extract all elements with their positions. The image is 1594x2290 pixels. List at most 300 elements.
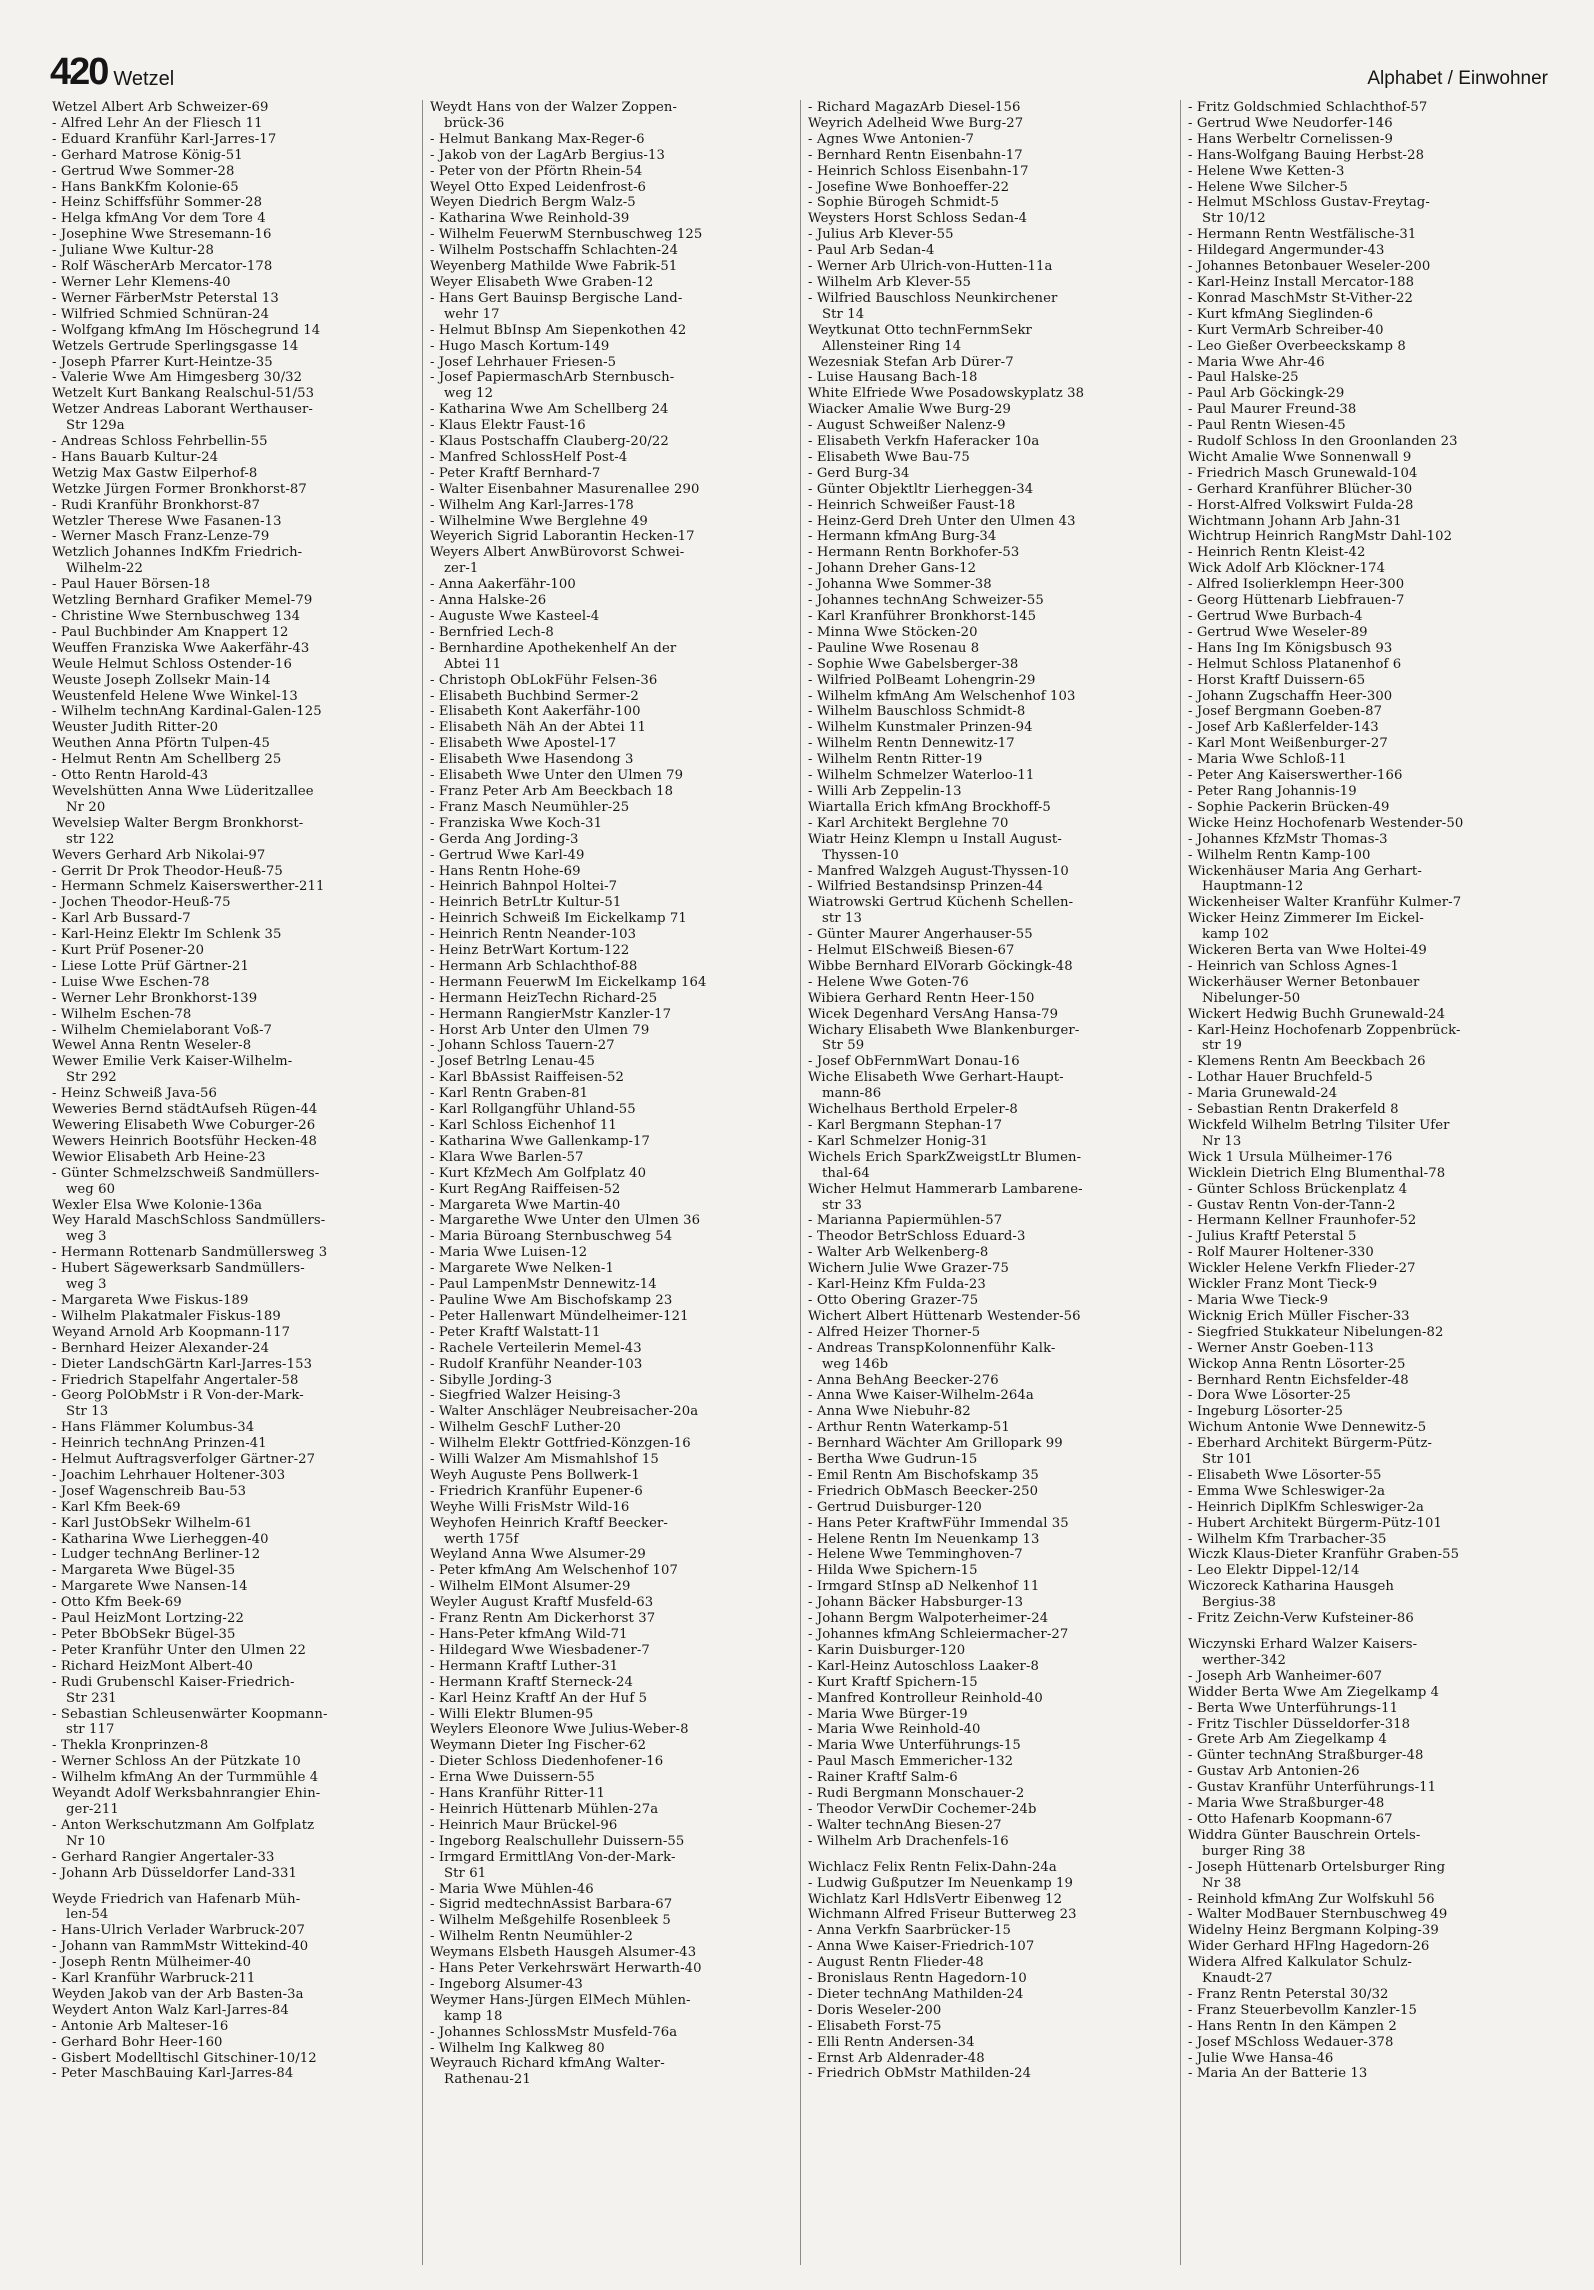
directory-entry: - Irmgard StInsp aD Nelkenhof 11 bbox=[808, 1579, 1040, 1595]
directory-entry: - Karl Arb Bussard-7 bbox=[52, 911, 191, 927]
directory-entry: - Grete Arb Am Ziegelkamp 4 bbox=[1188, 1732, 1387, 1748]
directory-entry: str 122 bbox=[66, 831, 115, 847]
directory-entry: Wetzer Andreas Laborant Werthauser- bbox=[52, 402, 313, 418]
directory-entry: Wevers Gerhard Arb Nikolai-97 bbox=[52, 847, 266, 863]
directory-entry: Knaudt-27 bbox=[1202, 1971, 1273, 1987]
directory-entry: - Luise Hausang Bach-18 bbox=[808, 370, 978, 386]
directory-entry: Wilhelm-22 bbox=[66, 561, 144, 577]
directory-entry: - Friedrich Stapelfahr Angertaler-58 bbox=[52, 1372, 299, 1388]
directory-entry: - Klemens Rentn Am Beeckbach 26 bbox=[1188, 1054, 1426, 1070]
directory-entry: - Karl Bergmann Stephan-17 bbox=[808, 1118, 1003, 1133]
directory-entry: - Gustav Kranführ Unterführungs-11 bbox=[1188, 1780, 1437, 1796]
column-divider bbox=[422, 100, 423, 2265]
directory-entry: - Sophie Packerin Brücken-49 bbox=[1188, 799, 1390, 815]
header-left bbox=[50, 51, 175, 93]
directory-entry: - Paul Hauer Börsen-18 bbox=[52, 577, 211, 593]
directory-entry: - Heinz Schweiß Java-56 bbox=[52, 1086, 218, 1102]
directory-entry: Wichum Antonie Wwe Dennewitz-5 bbox=[1188, 1420, 1427, 1436]
directory-entry: - Werner Schloss An der Pützkate 10 bbox=[52, 1754, 301, 1770]
directory-entry: - Richard HeizMont Albert-40 bbox=[52, 1658, 253, 1674]
directory-entry: - Gertrud Wwe Weseler-89 bbox=[1188, 624, 1368, 640]
directory-entry: - Minna Wwe Stöcken-20 bbox=[808, 624, 978, 640]
directory-entry: weg 60 bbox=[66, 1181, 116, 1197]
directory-entry: Str 10/12 bbox=[1202, 211, 1266, 227]
directory-entry: - Josef ObFernmWart Donau-16 bbox=[808, 1054, 1020, 1070]
directory-entry: - Gisbert Modelltischl Gitschiner-10/12 bbox=[52, 2050, 317, 2066]
directory-entry: - Elisabeth Wwe Bau-75 bbox=[808, 449, 970, 465]
directory-entry: - Maria Wwe Luisen-12 bbox=[430, 1245, 588, 1261]
directory-entry: - Josef Wagenschreib Bau-53 bbox=[52, 1483, 247, 1499]
directory-entry: - Gustav Rentn Von-der-Tann-2 bbox=[1188, 1197, 1396, 1213]
directory-entry: len-54 bbox=[66, 1907, 109, 1923]
directory-entry: - Wilhelm Rentn Kamp-100 bbox=[1188, 847, 1371, 863]
directory-entry: - Georg PolObMstr i R Von-der-Mark- bbox=[52, 1388, 304, 1404]
directory-entry: - Alfred Heizer Thorner-5 bbox=[808, 1324, 981, 1340]
directory-entry: - Karl Schmelzer Honig-31 bbox=[808, 1133, 989, 1149]
directory-entry: - Wilhelm kfmAng Am Welschenhof 103 bbox=[808, 688, 1076, 704]
directory-entry: - Heinrich Rentn Neander-103 bbox=[430, 927, 637, 943]
directory-entry: - Rudolf Kranführ Neander-103 bbox=[430, 1356, 643, 1372]
directory-entry: - Peter BbObSekr Bügel-35 bbox=[52, 1627, 236, 1642]
directory-entry: Weuster Judith Ritter-20 bbox=[52, 720, 219, 736]
directory-entry: Weyrauch Richard kfmAng Walter- bbox=[430, 2056, 665, 2072]
directory-entry: - Heinz BetrWart Kortum-122 bbox=[430, 943, 630, 959]
directory-entry: Wetzelt Kurt Bankang Realschul-51/53 bbox=[52, 386, 315, 402]
directory-entry: - Wilhelm Postschaffn Schlachten-24 bbox=[430, 243, 679, 259]
directory-entry: Wichtmann Johann Arb Jahn-31 bbox=[1188, 513, 1402, 529]
directory-entry: - Peter Hallenwart Mündelheimer-121 bbox=[430, 1308, 689, 1324]
directory-entry: - Willi Walzer Am Mismahlshof 15 bbox=[430, 1452, 659, 1468]
directory-entry: - Walter Anschläger Neubreisacher-20a bbox=[430, 1404, 699, 1420]
directory-entry: - Hermann Kraftf Luther-31 bbox=[430, 1658, 619, 1674]
directory-entry: - Werner Lehr Bronkhorst-139 bbox=[52, 990, 258, 1006]
directory-entry: kamp 102 bbox=[1202, 927, 1269, 943]
directory-entry: - Josef MSchloss Wedauer-378 bbox=[1188, 2034, 1394, 2050]
directory-entry: - Heinrich Maur Brückel-96 bbox=[430, 1817, 618, 1833]
directory-entry: - Wilfried Schmied Schnüran-24 bbox=[52, 306, 270, 322]
directory-entry: - Wilhelm technAng Kardinal-Galen-125 bbox=[52, 704, 322, 720]
directory-entry: Weyhofen Heinrich Kraftf Beecker- bbox=[430, 1515, 668, 1531]
directory-entry: - Klaus Elektr Faust-16 bbox=[430, 418, 586, 434]
directory-entry: Wicklein Dietrich Elng Blumenthal-78 bbox=[1188, 1165, 1446, 1181]
directory-entry: - Friedrich Kranführ Eupener-6 bbox=[430, 1483, 643, 1499]
directory-entry: Wickler Helene Verkfn Flieder-27 bbox=[1188, 1261, 1416, 1277]
directory-entry: Wichmann Alfred Friseur Butterweg 23 bbox=[808, 1907, 1077, 1923]
directory-entry: - Arthur Rentn Waterkamp-51 bbox=[808, 1420, 1010, 1436]
directory-entry: - Margareta Wwe Fiskus-189 bbox=[52, 1292, 249, 1308]
directory-entry: - Maria An der Batterie 13 bbox=[1188, 2066, 1368, 2082]
directory-entry: - Günter Maurer Angerhauser-55 bbox=[808, 927, 1033, 943]
directory-entry: - Bernhardine Apothekenhelf An der bbox=[430, 640, 677, 656]
directory-entry: - Franziska Wwe Koch-31 bbox=[430, 815, 603, 831]
directory-entry: Wicher Helmut Hammerarb Lambarene- bbox=[808, 1181, 1083, 1197]
directory-entry: - Manfred SchlossHelf Post-4 bbox=[430, 449, 628, 465]
directory-entry: - Wilhelm Arb Klever-55 bbox=[808, 274, 972, 290]
directory-entry: Wetzlich Johannes IndKfm Friedrich- bbox=[52, 545, 303, 561]
directory-entry: - Heinrich Hüttenarb Mühlen-27a bbox=[430, 1801, 659, 1817]
directory-entry: - Kurt kfmAng Sieglinden-6 bbox=[1188, 306, 1374, 322]
directory-entry: - Johannes SchlossMstr Musfeld-76a bbox=[430, 2024, 678, 2040]
directory-entry: - Sophie Bürogeh Schmidt-5 bbox=[808, 195, 999, 211]
directory-entry: - Elisabeth Wwe Hasendong 3 bbox=[430, 752, 634, 768]
directory-entry: - Joseph Pfarrer Kurt-Heintze-35 bbox=[52, 354, 273, 370]
directory-entry: - Georg Hüttenarb Liebfrauen-7 bbox=[1188, 593, 1405, 609]
directory-entry: Weweries Bernd städtAufseh Rügen-44 bbox=[52, 1102, 318, 1118]
directory-entry: - Maria Wwe Unterführungs-15 bbox=[808, 1738, 1021, 1754]
column-divider bbox=[800, 100, 801, 2265]
directory-entry: Str 14 bbox=[822, 306, 865, 322]
directory-entry: Wiche Elisabeth Wwe Gerhart-Haupt- bbox=[808, 1070, 1064, 1086]
directory-entry: - Paul Arb Sedan-4 bbox=[808, 243, 935, 259]
directory-entry: - Paul Halske-25 bbox=[1188, 370, 1299, 386]
directory-entry: - Erna Wwe Duissern-55 bbox=[430, 1770, 595, 1786]
directory-entry: - Gerhard Rangier Angertaler-33 bbox=[52, 1849, 275, 1865]
directory-entry: - Anna Halske-26 bbox=[430, 593, 547, 609]
directory-entry: Weule Helmut Schloss Ostender-16 bbox=[52, 656, 292, 672]
directory-entry: - Willi Arb Zeppelin-13 bbox=[808, 783, 962, 799]
directory-entry: - Wolfgang kfmAng Im Höschegrund 14 bbox=[52, 322, 321, 338]
directory-entry: - Johann Bäcker Habsburger-13 bbox=[808, 1595, 1024, 1611]
directory-entry: Wickeren Berta van Wwe Holtei-49 bbox=[1188, 943, 1427, 959]
directory-entry: - Horst Arb Unter den Ulmen 79 bbox=[430, 1022, 650, 1038]
directory-entry: Wewel Anna Rentn Weseler-8 bbox=[52, 1038, 252, 1054]
directory-entry: - Maria Büroang Sternbuschweg 54 bbox=[430, 1229, 673, 1245]
directory-entry: Allensteiner Ring 14 bbox=[822, 338, 962, 354]
directory-entry: - Agnes Wwe Antonien-7 bbox=[808, 131, 975, 147]
directory-entry: - Helmut Bankang Max-Reger-6 bbox=[430, 131, 645, 147]
directory-entry: - Valerie Wwe Am Himgesberg 30/32 bbox=[52, 370, 303, 386]
directory-entry: Weyers Albert AnwBürovorst Schwei- bbox=[430, 545, 685, 561]
directory-entry: - Hans-Peter kfmAng Wild-71 bbox=[430, 1627, 628, 1642]
directory-entry: Wichtrup Heinrich RangMstr Dahl-102 bbox=[1188, 529, 1453, 545]
directory-entry: Weyh Auguste Pens Bollwerk-1 bbox=[430, 1467, 640, 1483]
directory-entry: - Hubert Sägewerksarb Sandmüllers- bbox=[52, 1261, 305, 1277]
directory-entry: - Pauline Wwe Rosenau 8 bbox=[808, 640, 980, 656]
directory-entry: - Karl Kranführ Warbruck-211 bbox=[52, 1971, 256, 1987]
directory-entry: Hauptmann-12 bbox=[1202, 879, 1304, 895]
directory-entry: - Wilhelm Eschen-78 bbox=[52, 1006, 192, 1022]
directory-entry: - Anna Aakerfähr-100 bbox=[430, 577, 576, 593]
directory-entry: - Marianna Papiermühlen-57 bbox=[808, 1213, 1003, 1229]
directory-entry: - Ingeburg Lösorter-25 bbox=[1188, 1404, 1344, 1420]
directory-entry: Weyhe Willi FrisMstr Wild-16 bbox=[430, 1499, 630, 1515]
directory-entry: - Hans Flämmer Kolumbus-34 bbox=[52, 1420, 255, 1436]
directory-entry: - Siegfried Walzer Heising-3 bbox=[430, 1388, 621, 1404]
directory-entry: - Friedrich ObMstr Mathilden-24 bbox=[808, 2066, 1032, 2082]
directory-entry: Weyenberg Mathilde Wwe Fabrik-51 bbox=[430, 259, 678, 275]
directory-entry: Wewior Elisabeth Arb Heine-23 bbox=[52, 1149, 266, 1165]
directory-entry: kamp 18 bbox=[444, 2008, 503, 2024]
directory-entry: - Hermann Schmelz Kaiserswerther-211 bbox=[52, 879, 325, 895]
directory-entry: - Helmut MSchloss Gustav-Freytag- bbox=[1188, 195, 1430, 211]
directory-entry: - Wilhelm Kfm Trarbacher-35 bbox=[1188, 1531, 1387, 1547]
directory-entry: - Karl-Heinz Autoschloss Laaker-8 bbox=[808, 1658, 1040, 1674]
directory-entry: - Wilhelm Schmelzer Waterloo-11 bbox=[808, 768, 1035, 784]
directory-entry: - Elisabeth Kont Aakerfähr-100 bbox=[430, 704, 641, 720]
directory-entry: Wetzig Max Gastw Eilperhof-8 bbox=[52, 465, 258, 481]
directory-entry: - Hermann kfmAng Burg-34 bbox=[808, 529, 997, 545]
directory-entry: - Bertha Wwe Gudrun-15 bbox=[808, 1452, 978, 1468]
directory-entry: - Helene Rentn Im Neuenkamp 13 bbox=[808, 1531, 1040, 1547]
directory-entry: Widelny Heinz Bergmann Kolping-39 bbox=[1188, 1923, 1439, 1939]
directory-entry: - Kurt RegAng Raiffeisen-52 bbox=[430, 1181, 621, 1197]
directory-entry: Wibbe Bernhard ElVorarb Göckingk-48 bbox=[808, 958, 1073, 974]
directory-entry: - Heinrich BetrLtr Kultur-51 bbox=[430, 895, 622, 911]
directory-entry: - Johannes KfzMstr Thomas-3 bbox=[1188, 831, 1388, 847]
directory-entry: - Katharina Wwe Gallenkamp-17 bbox=[430, 1133, 650, 1149]
directory-entry: - Rolf WäscherArb Mercator-178 bbox=[52, 259, 273, 275]
directory-entry: - Karl Heinz Kraftf An der Huf 5 bbox=[430, 1690, 648, 1706]
directory-entry: Wewers Heinrich Bootsführ Hecken-48 bbox=[52, 1133, 317, 1149]
directory-entry: - Joachim Lehrhauer Holtener-303 bbox=[52, 1467, 286, 1483]
directory-entry: - Werner FärberMstr Peterstal 13 bbox=[52, 290, 279, 306]
directory-entry: Wiartalla Erich kfmAng Brockhoff-5 bbox=[808, 799, 1051, 815]
directory-entry: - Günter Schmelzschweiß Sandmüllers- bbox=[52, 1165, 320, 1181]
directory-entry: Wewer Emilie Verk Kaiser-Wilhelm- bbox=[52, 1054, 293, 1070]
directory-entry: Wiacker Amalie Wwe Burg-29 bbox=[808, 402, 1012, 418]
directory-entry: - Heinrich DiplKfm Schleswiger-2a bbox=[1188, 1499, 1424, 1515]
directory-entry: - Wilhelm Ang Karl-Jarres-178 bbox=[430, 497, 634, 513]
directory-entry: - Wilhelm GeschF Luther-20 bbox=[430, 1420, 621, 1436]
directory-entry: - Wilhelm Meßgehilfe Rosenbleek 5 bbox=[430, 1913, 671, 1929]
directory-entry: - Walter technAng Biesen-27 bbox=[808, 1817, 1002, 1833]
directory-entry: - Ludger technAng Berliner-12 bbox=[52, 1547, 261, 1563]
directory-entry: - Elisabeth Wwe Lösorter-55 bbox=[1188, 1467, 1382, 1483]
directory-entry: - Otto Obering Grazer-75 bbox=[808, 1292, 979, 1308]
directory-entry: - Helmut Schloss Platanenhof 6 bbox=[1188, 656, 1402, 672]
directory-entry: Widera Alfred Kalkulator Schulz- bbox=[1188, 1955, 1412, 1971]
directory-entry: - Katharina Wwe Lierheggen-40 bbox=[52, 1531, 269, 1547]
directory-entry: - Gerhard Matrose König-51 bbox=[52, 147, 243, 163]
directory-entry: Wiatrowski Gertrud Küchenh Schellen- bbox=[808, 895, 1074, 911]
directory-entry: Wey Harald MaschSchloss Sandmüllers- bbox=[52, 1213, 326, 1229]
directory-entry: - Gertrud Duisburger-120 bbox=[808, 1499, 982, 1515]
directory-entry: - Günter Schloss Brückenplatz 4 bbox=[1188, 1181, 1408, 1197]
directory-entry: Wevelsiep Walter Bergm Bronkhorst- bbox=[52, 815, 304, 831]
directory-entry: - Sibylle Jording-3 bbox=[430, 1372, 553, 1388]
directory-entry: - Rudi Kranführ Bronkhorst-87 bbox=[52, 497, 261, 513]
directory-entry: - Wilhelm Rentn Neumühler-2 bbox=[430, 1929, 634, 1945]
directory-entry: - Christoph ObLokFühr Felsen-36 bbox=[430, 672, 658, 688]
directory-entry: - Johannes kfmAng Schleiermacher-27 bbox=[808, 1627, 1069, 1642]
directory-entry: Wicht Amalie Wwe Sonnenwall 9 bbox=[1188, 449, 1412, 465]
directory-entry: Wiczk Klaus-Dieter Kranführ Graben-55 bbox=[1188, 1547, 1460, 1563]
directory-entry: - Johanna Wwe Sommer-38 bbox=[808, 577, 992, 593]
directory-entry: - Theodor BetrSchloss Eduard-3 bbox=[808, 1229, 1026, 1245]
directory-entry: - Josephine Wwe Stresemann-16 bbox=[52, 227, 272, 243]
directory-entry: - Ernst Arb Aldenrader-48 bbox=[808, 2050, 985, 2066]
directory-entry: - Hans Rentn Hohe-69 bbox=[430, 863, 581, 879]
directory-entry: - Liese Lotte Prüf Gärtner-21 bbox=[52, 958, 249, 974]
directory-entry: - Werner Masch Franz-Lenze-79 bbox=[52, 529, 270, 545]
directory-entry: ger-211 bbox=[66, 1801, 119, 1817]
directory-entry: - Eduard Kranführ Karl-Jarres-17 bbox=[52, 131, 277, 147]
directory-entry: Thyssen-10 bbox=[822, 847, 899, 863]
directory-entry: - Wilfried Bestandsinsp Prinzen-44 bbox=[808, 879, 1044, 895]
directory-entry: - Theodor VerwDir Cochemer-24b bbox=[808, 1801, 1037, 1817]
directory-entry: - Gertrud Wwe Burbach-4 bbox=[1188, 609, 1363, 624]
directory-entry: Wetzling Bernhard Grafiker Memel-79 bbox=[52, 593, 313, 609]
directory-entry: - Josefine Wwe Bonhoeffer-22 bbox=[808, 179, 1010, 195]
directory-entry: - Wilhelm Plakatmaler Fiskus-189 bbox=[52, 1308, 281, 1324]
directory-entry: Weymer Hans-Jürgen ElMech Mühlen- bbox=[430, 1992, 691, 2008]
directory-entry: Nr 10 bbox=[66, 1833, 106, 1849]
directory-entry: - Hans-Wolfgang Bauing Herbst-28 bbox=[1188, 147, 1425, 163]
directory-entry: str 19 bbox=[1202, 1038, 1242, 1054]
directory-entry: - Klaus Postschaffn Clauberg-20/22 bbox=[430, 434, 669, 450]
directory-entry: - Franz Rentn Am Dickerhorst 37 bbox=[430, 1611, 656, 1627]
directory-entry: - Josef Lehrhauer Friesen-5 bbox=[430, 354, 617, 370]
directory-entry: - Bernhard Heizer Alexander-24 bbox=[52, 1340, 270, 1356]
directory-entry: - Julie Wwe Hansa-46 bbox=[1188, 2050, 1334, 2066]
directory-entry: - Friedrich ObMasch Beecker-250 bbox=[808, 1483, 1039, 1499]
directory-column-1 bbox=[52, 100, 416, 2280]
directory-entry: - Hermann RangierMstr Kanzler-17 bbox=[430, 1006, 672, 1022]
directory-entry: - Bernhard Wächter Am Grillopark 99 bbox=[808, 1436, 1063, 1452]
directory-entry: - Doris Weseler-200 bbox=[808, 2002, 942, 2018]
directory-entry: - Christine Wwe Sternbuschweg 134 bbox=[52, 609, 301, 624]
directory-entry: - Emil Rentn Am Bischofskamp 35 bbox=[808, 1467, 1039, 1483]
directory-entry: Wick 1 Ursula Mülheimer-176 bbox=[1188, 1149, 1393, 1165]
directory-entry: - Helga kfmAng Vor dem Tore 4 bbox=[52, 211, 266, 227]
directory-entry: - Peter kfmAng Am Welschenhof 107 bbox=[430, 1563, 679, 1579]
directory-entry: - Rudi Bergmann Monschauer-2 bbox=[808, 1786, 1025, 1802]
directory-entry: Wichern Julie Wwe Grazer-75 bbox=[808, 1261, 1009, 1277]
directory-entry: - Hermann FeuerwM Im Eickelkamp 164 bbox=[430, 974, 707, 990]
directory-column-3 bbox=[808, 100, 1174, 2280]
directory-entry: Nr 38 bbox=[1202, 1875, 1242, 1891]
directory-entry: - Helene Wwe Temminghoven-7 bbox=[808, 1547, 1023, 1563]
directory-entry: - Willi Elektr Blumen-95 bbox=[430, 1706, 594, 1722]
directory-entry: Nr 20 bbox=[66, 799, 106, 815]
directory-entry: - Gerhard Kranführer Blücher-30 bbox=[1188, 481, 1413, 497]
directory-column-2 bbox=[430, 100, 794, 2280]
directory-entry: - Hermann Kellner Fraunhofer-52 bbox=[1188, 1213, 1417, 1229]
directory-entry: - Sebastian Schleusenwärter Koopmann- bbox=[52, 1706, 328, 1722]
directory-entry: - Klara Wwe Barlen-57 bbox=[430, 1149, 584, 1165]
directory-entry: - Karl-Heinz Install Mercator-188 bbox=[1188, 274, 1415, 290]
directory-entry: - Ingeborg Alsumer-43 bbox=[430, 1976, 583, 1992]
directory-entry: - Konrad MaschMstr St-Vither-22 bbox=[1188, 290, 1414, 306]
directory-entry: - August Rentn Flieder-48 bbox=[808, 1955, 984, 1971]
directory-entry: - Hans BankKfm Kolonie-65 bbox=[52, 179, 239, 195]
column-divider bbox=[1180, 100, 1181, 2265]
directory-entry: Str 13 bbox=[66, 1404, 109, 1420]
directory-entry: Wickfeld Wilhelm Betrlng Tilsiter Ufer bbox=[1188, 1118, 1450, 1133]
directory-entry: - Joseph Hüttenarb Ortelsburger Ring bbox=[1188, 1859, 1446, 1875]
directory-entry: Widdra Günter Bauschrein Ortels- bbox=[1188, 1827, 1421, 1843]
directory-entry: - Hans-Ulrich Verlader Warbruck-207 bbox=[52, 1923, 305, 1939]
directory-entry: - Emma Wwe Schleswiger-2a bbox=[1188, 1483, 1386, 1499]
directory-entry: Rathenau-21 bbox=[444, 2072, 531, 2088]
directory-entry: - Karl Mont Weißenburger-27 bbox=[1188, 736, 1388, 752]
directory-entry: - Jakob von der LagArb Bergius-13 bbox=[430, 147, 665, 163]
directory-entry: Wicke Heinz Hochofenarb Westender-50 bbox=[1188, 815, 1464, 831]
directory-entry: - Walter ModBauer Sternbuschweg 49 bbox=[1188, 1907, 1448, 1923]
directory-entry: - Joseph Arb Wanheimer-607 bbox=[1188, 1668, 1383, 1684]
directory-entry: - Helmut BbInsp Am Siepenkothen 42 bbox=[430, 322, 687, 338]
directory-entry: - Horst-Alfred Volkswirt Fulda-28 bbox=[1188, 497, 1414, 513]
directory-entry: - Josef Betrlng Lenau-45 bbox=[430, 1054, 596, 1070]
directory-entry: Abtei 11 bbox=[444, 656, 502, 672]
directory-entry: Wiczoreck Katharina Hausgeh bbox=[1188, 1579, 1394, 1595]
directory-entry: - Kurt VermArb Schreiber-40 bbox=[1188, 322, 1384, 338]
directory-entry: weg 146b bbox=[822, 1356, 889, 1372]
directory-entry: - Anna Wwe Kaiser-Wilhelm-264a bbox=[808, 1388, 1034, 1404]
directory-entry: Wetzels Gertrude Sperlingsgasse 14 bbox=[52, 338, 299, 354]
directory-entry: - Peter Rang Johannis-19 bbox=[1188, 783, 1357, 799]
directory-entry: - Karl-Heinz Kfm Fulda-23 bbox=[808, 1277, 986, 1293]
directory-entry: - Katharina Wwe Am Schellberg 24 bbox=[430, 402, 669, 418]
directory-entry: - Horst Kraftf Duissern-65 bbox=[1188, 672, 1366, 688]
directory-entry: - Karl Schloss Eichenhof 11 bbox=[430, 1118, 617, 1133]
directory-entry: - Heinrich Schweiß Im Eickelkamp 71 bbox=[430, 911, 687, 927]
directory-entry: - Helene Wwe Silcher-5 bbox=[1188, 179, 1348, 195]
directory-entry: - Maria Wwe Mühlen-46 bbox=[430, 1881, 594, 1897]
directory-entry: - Irmgard ErmittlAng Von-der-Mark- bbox=[430, 1849, 676, 1865]
directory-entry: Str 292 bbox=[66, 1070, 117, 1086]
directory-entry: - Karl-Heinz Elektr Im Schlenk 35 bbox=[52, 927, 282, 943]
directory-entry: - Fritz Zeichn-Verw Kufsteiner-86 bbox=[1188, 1611, 1414, 1627]
directory-entry: - Elli Rentn Andersen-34 bbox=[808, 2034, 975, 2050]
directory-entry: Weyland Anna Wwe Alsumer-29 bbox=[430, 1547, 646, 1563]
directory-entry: - Paul Buchbinder Am Knappert 12 bbox=[52, 624, 289, 640]
directory-entry: Wichels Erich SparkZweigstLtr Blumen- bbox=[808, 1149, 1082, 1165]
directory-entry: - Paul Masch Emmericher-132 bbox=[808, 1754, 1014, 1770]
directory-entry: Wickert Hedwig Buchh Grunewald-24 bbox=[1188, 1006, 1446, 1022]
directory-entry: - Hildegard Wwe Wiesbadener-7 bbox=[430, 1642, 650, 1658]
directory-entry: - Wilfried Bauschloss Neunkirchener bbox=[808, 290, 1058, 306]
directory-entry: - Julius Arb Klever-55 bbox=[808, 227, 954, 243]
directory-entry: - Hermann Arb Schlachthof-88 bbox=[430, 958, 638, 974]
directory-entry: zer-1 bbox=[444, 561, 479, 577]
directory-entry: Wickerhäuser Werner Betonbauer bbox=[1188, 974, 1420, 990]
directory-entry: Wiatr Heinz Klempn u Install August- bbox=[808, 831, 1062, 847]
directory-entry: - Margarethe Wwe Unter den Ulmen 36 bbox=[430, 1213, 701, 1229]
directory-entry: Str 61 bbox=[444, 1865, 487, 1881]
directory-entry: - Dieter Schloss Diedenhofener-16 bbox=[430, 1754, 664, 1770]
directory-entry: werth 175f bbox=[444, 1531, 519, 1547]
directory-entry: Weyden Jakob van der Arb Basten-3a bbox=[52, 1986, 304, 2002]
directory-entry: - Otto Kfm Beek-69 bbox=[52, 1595, 182, 1611]
directory-entry: Str 59 bbox=[822, 1038, 865, 1054]
directory-entry: Weuste Joseph Zollsekr Main-14 bbox=[52, 672, 271, 688]
directory-entry: - Manfred Walzgeh August-Thyssen-10 bbox=[808, 863, 1069, 879]
directory-entry: wehr 17 bbox=[444, 306, 500, 322]
directory-entry: - Paul HeizMont Lortzing-22 bbox=[52, 1611, 244, 1627]
directory-entry: brück-36 bbox=[444, 115, 505, 131]
directory-entry: - Wilhelm Elektr Gottfried-Könzgen-16 bbox=[430, 1436, 691, 1452]
running-head: Wetzel bbox=[113, 68, 175, 90]
directory-entry: - Otto Hafenarb Koopmann-67 bbox=[1188, 1811, 1393, 1827]
directory-entry: - Kurt Prüf Posener-20 bbox=[52, 943, 205, 959]
directory-entry: - Elisabeth Forst-75 bbox=[808, 2018, 942, 2034]
directory-entry: - Johann Bergm Walpoterheimer-24 bbox=[808, 1611, 1049, 1627]
directory-entry: thal-64 bbox=[822, 1165, 870, 1181]
directory-entry: Wezesniak Stefan Arb Dürer-7 bbox=[808, 354, 1014, 370]
directory-entry: - Heinz-Gerd Dreh Unter den Ulmen 43 bbox=[808, 513, 1076, 529]
directory-entry: - Franz Masch Neumühler-25 bbox=[430, 799, 630, 815]
directory-entry: - Leo Gießer Overbeeckskamp 8 bbox=[1188, 338, 1406, 354]
directory-entry: - Gertrud Wwe Karl-49 bbox=[430, 847, 585, 863]
directory-entry: Wickenhäuser Maria Ang Gerhart- bbox=[1188, 863, 1422, 879]
directory-entry: - Hilda Wwe Spichern-15 bbox=[808, 1563, 978, 1579]
directory-entry: str 13 bbox=[822, 911, 862, 927]
directory-entry: Weyerich Sigrid Laborantin Hecken-17 bbox=[430, 529, 695, 545]
directory-column-4 bbox=[1188, 100, 1550, 2280]
directory-entry: Weyandt Adolf Werksbahnrangier Ehin- bbox=[52, 1786, 321, 1802]
directory-entry: Wickenheiser Walter Kranführ Kulmer-7 bbox=[1188, 895, 1462, 911]
